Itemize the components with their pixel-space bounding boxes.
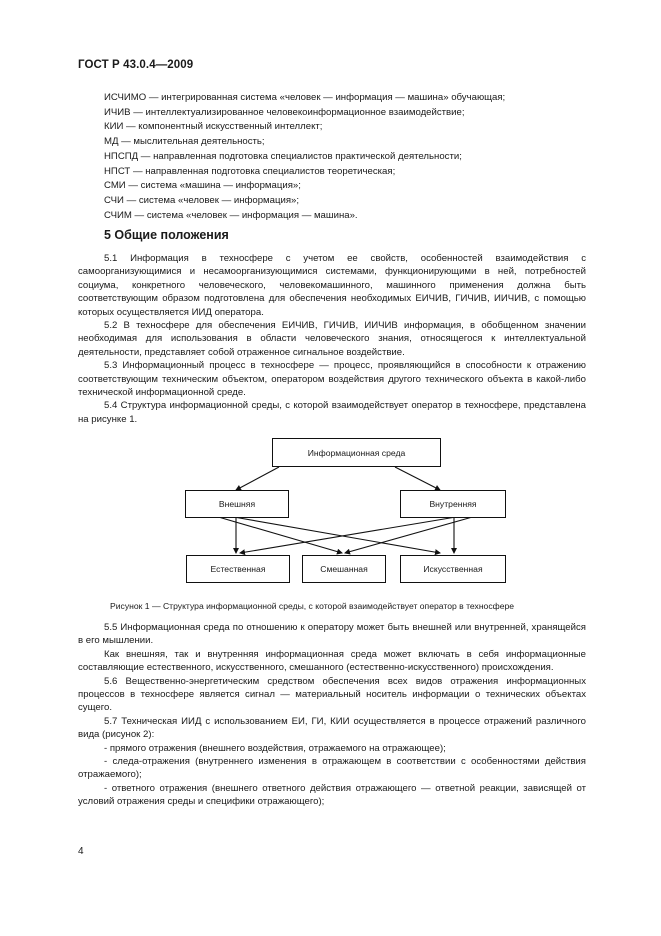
document-code-header: ГОСТ Р 43.0.4—2009 (78, 59, 194, 71)
abbreviation-item: СМИ — система «машина — информация»; (104, 180, 301, 192)
paragraph: 5.2 В техносфере для обеспечения ЕИЧИВ, ГИЧИВ, ИИЧИВ информация, в обобщенном значении необходимая для использования в области человеческого знания, относящегося к интеллектуальной деятельности, представляет собой отраженное сигнальное воздействие. (78, 320, 586, 358)
paragraph: 5.3 Информационный процесс в техносфере — процесс, проявляющийся в способности к отражению соответствующим техническим объектом, оператором воздействия другого технического объекта в какой-либо технической информационной среде. (78, 360, 586, 399)
abbreviation-item: НПСТ — направленная подготовка специалистов теоретическая; (104, 165, 396, 177)
box-information-environment: Информационная среда (272, 438, 441, 467)
abbreviation-item: НПСПД — направленная подготовка специалистов практической деятельности; (104, 150, 462, 162)
abbreviation-item: ИСЧИМО — интегрированная система «человек — информация — машина» обучающая; (104, 92, 506, 103)
paragraph: - следа-отражения (внутреннего изменения в отражающем в соответствии с особенностями действия отражаемого); (78, 756, 586, 781)
connector-external-to-mixed (215, 516, 342, 553)
paragraph: - прямого отражения (внешнего воздействия, отражаемого на отражающее); (104, 742, 446, 754)
box-external: Внешняя (185, 490, 289, 518)
abbreviation-item: СЧИМ — система «человек — информация — машина». (104, 209, 358, 221)
abbreviation-item: ИЧИВ — интеллектуализированное человекоинформационное взаимодействие; (104, 106, 465, 118)
connector-external-to-artificial (228, 516, 440, 553)
paragraph: 5.7 Техническая ИИД с использованием ЕИ, ГИ, КИИ осуществляется в процессе отражений различного вида (рисунок 2): (78, 715, 586, 741)
paragraph: 5.4 Структура информационной среды, с которой взаимодействует оператор в техносфере, представлена на рисунке 1. (78, 400, 586, 425)
connector-root-to-internal (395, 467, 440, 490)
abbreviation-item: СЧИ — система «человек — информация»; (104, 194, 300, 206)
paragraph: Как внешняя, так и внутренняя информационная среда может включать в себя информационные составляющие естественного, искусственного, смешанного (естественно-искусственного) происхождения. (78, 648, 586, 674)
box-internal: Внутренняя (400, 490, 506, 518)
paragraph: 5.1 Информация в техносфере с учетом ее свойств, особенностей взаимодействия с самоорганизующимися и несамоорганизующимися системами, функционирующими в ней, потребностей социума, конкретного человеческого, человекомашинного, машинного применения должна быть соответствующим образом подготовлена для обеспечения необходимых ЕИЧИВ, ГИЧИВ, ИИЧИВ, с помощью которых осуществляется ИИД оператора. (78, 253, 586, 318)
box-natural: Естественная (186, 555, 290, 583)
connector-internal-to-natural (240, 516, 462, 553)
section-title: 5 Общие положения (104, 228, 229, 242)
paragraph: 5.6 Вещественно-энергетическим средством обеспечения всех видов отражения информационных процессов в техносфере является сигнал — материальный носитель информации о технических объектах сущего. (78, 675, 586, 714)
box-artificial: Искусственная (400, 555, 506, 583)
figure-1-caption: Рисунок 1 — Структура информационной среды, с которой взаимодействует оператор в техносфере (110, 601, 515, 611)
page-number: 4 (78, 846, 84, 857)
abbreviation-item: МД — мыслительная деятельность; (104, 136, 265, 148)
abbreviation-item: КИИ — компонентный искусственный интеллект; (104, 121, 323, 133)
paragraph: 5.5 Информационная среда по отношению к оператору может быть внешней или внутренней, хранящейся в его мышлении. (78, 622, 586, 647)
connector-root-to-external (236, 467, 279, 490)
paragraphs-bottom (78, 621, 586, 809)
paragraph: - ответного отражения (внешнего ответного действия отражающего — ответной реакции, зависящей от условий отражения среды и специфики отражающего); (78, 782, 586, 808)
box-mixed: Смешанная (302, 555, 386, 583)
